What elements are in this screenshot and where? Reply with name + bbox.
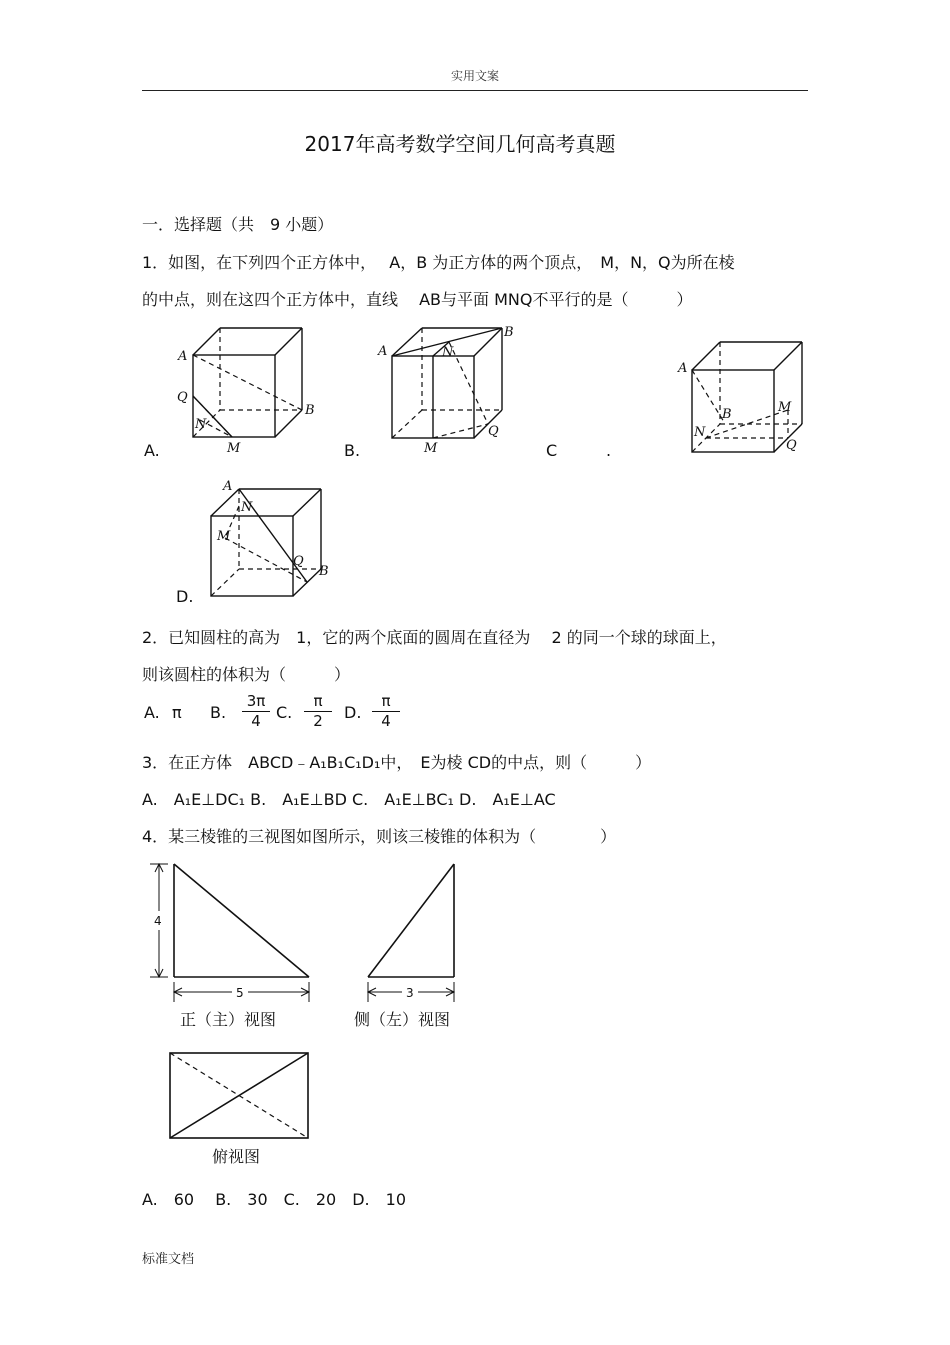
q4-side-view-caption: 侧（左）视图: [354, 1010, 451, 1029]
q1-cube-a-label-m: M: [227, 441, 241, 456]
q1-cube-d-label-n: N: [241, 500, 253, 515]
q2-option-a-label: A.: [144, 703, 160, 722]
page-header: 实用文案: [450, 69, 499, 83]
q1-cube-b-label-b: B: [504, 325, 514, 340]
q1-cube-c-figure: [672, 332, 812, 457]
q2-option-d-denominator: 4: [381, 712, 391, 730]
q4-side-view-figure: [350, 856, 470, 1036]
q1-option-c-dot: .: [606, 441, 612, 460]
q2-text-line2: 则该圆柱的体积为（ ）: [142, 665, 351, 684]
q1-cube-a-label-a: A: [178, 349, 188, 364]
q1-cube-d-figure: [205, 478, 345, 603]
section-heading: 一．选择题（共 9 小题）: [142, 215, 334, 234]
page-footer: 标准文档: [142, 1252, 195, 1267]
q1-option-b-label: B.: [344, 441, 361, 460]
q1-cube-d-label-b: B: [319, 564, 329, 579]
q1-text-line1: 1．如图，在下列四个正方体中， A，B 为正方体的两个顶点， M，N，Q为所在棱: [142, 253, 735, 272]
q2-option-c-fraction: [304, 692, 332, 731]
q3-options: A. A₁E⊥DC₁ B. A₁E⊥BD C. A₁E⊥BC₁ D. A₁E⊥AC: [142, 790, 556, 809]
q1-cube-d-label-q: Q: [293, 554, 304, 569]
q2-option-b-fraction: [242, 692, 270, 731]
q2-option-d-fraction: [372, 692, 400, 731]
q1-cube-d-label-m: M: [217, 529, 231, 544]
q2-option-d-label: D.: [344, 703, 362, 722]
q1-cube-d-label-a: A: [223, 479, 233, 494]
q1-option-a-label: A.: [144, 441, 160, 460]
q2-text-line1: 2．已知圆柱的高为 1，它的两个底面的圆周在直径为 2 的同一个球的球面上，: [142, 628, 727, 647]
page-title: 2017年高考数学空间几何高考真题: [304, 132, 616, 156]
q3-text: 3．在正方体 ABCD﹣A₁B₁C₁D₁中， E为棱 CD的中点，则（ ）: [142, 753, 652, 772]
q4-text: 4．某三棱锥的三视图如图所示，则该三棱锥的体积为（ ）: [142, 827, 617, 846]
q4-dim-height: 4: [154, 914, 162, 928]
q4-dim-side: 3: [406, 986, 414, 1000]
q1-cube-c-label-n: N: [694, 425, 706, 440]
q4-dim-width: 5: [236, 986, 244, 1000]
q2-option-c-label: C.: [276, 703, 293, 722]
q1-cube-b-label-q: Q: [488, 424, 499, 439]
q1-text-line2: 的中点，则在这四个正方体中，直线 AB与平面 MNQ不平行的是（ ）: [142, 290, 693, 309]
q4-options: A. 60 B. 30 C. 20 D. 10: [142, 1190, 407, 1209]
q2-option-b-numerator: 3π: [242, 692, 270, 712]
q4-top-view-figure: [160, 1045, 320, 1170]
q1-option-c-label: C: [546, 441, 558, 460]
q1-cube-a-figure: [170, 322, 330, 457]
q1-cube-a-label-n: N: [195, 417, 207, 432]
q1-cube-b-label-a: A: [378, 344, 388, 359]
q2-option-c-denominator: 2: [313, 712, 323, 730]
q1-cube-b-figure: [372, 318, 532, 458]
q4-front-view-caption: 正（主）视图: [180, 1010, 277, 1029]
q1-cube-c-label-a: A: [678, 361, 688, 376]
q2-option-a-value: π: [172, 703, 182, 722]
q1-cube-c-label-m: M: [778, 400, 792, 415]
q1-cube-b-label-m: M: [424, 441, 438, 456]
q1-cube-c-label-b: B: [722, 407, 732, 422]
q2-option-d-numerator: π: [372, 692, 400, 712]
header-rule: [142, 90, 808, 91]
q2-option-c-numerator: π: [304, 692, 332, 712]
q1-option-d-label: D.: [176, 587, 194, 606]
q4-top-view-caption: 俯视图: [212, 1147, 261, 1166]
q1-cube-b-label-n: N: [442, 345, 454, 360]
q1-cube-a-label-b: B: [305, 403, 315, 418]
q2-option-b-label: B.: [210, 703, 227, 722]
q1-cube-c-label-q: Q: [786, 438, 797, 453]
q1-cube-a-label-q: Q: [177, 390, 188, 405]
q4-front-view-figure: [144, 856, 319, 1036]
q2-option-b-denominator: 4: [251, 712, 261, 730]
